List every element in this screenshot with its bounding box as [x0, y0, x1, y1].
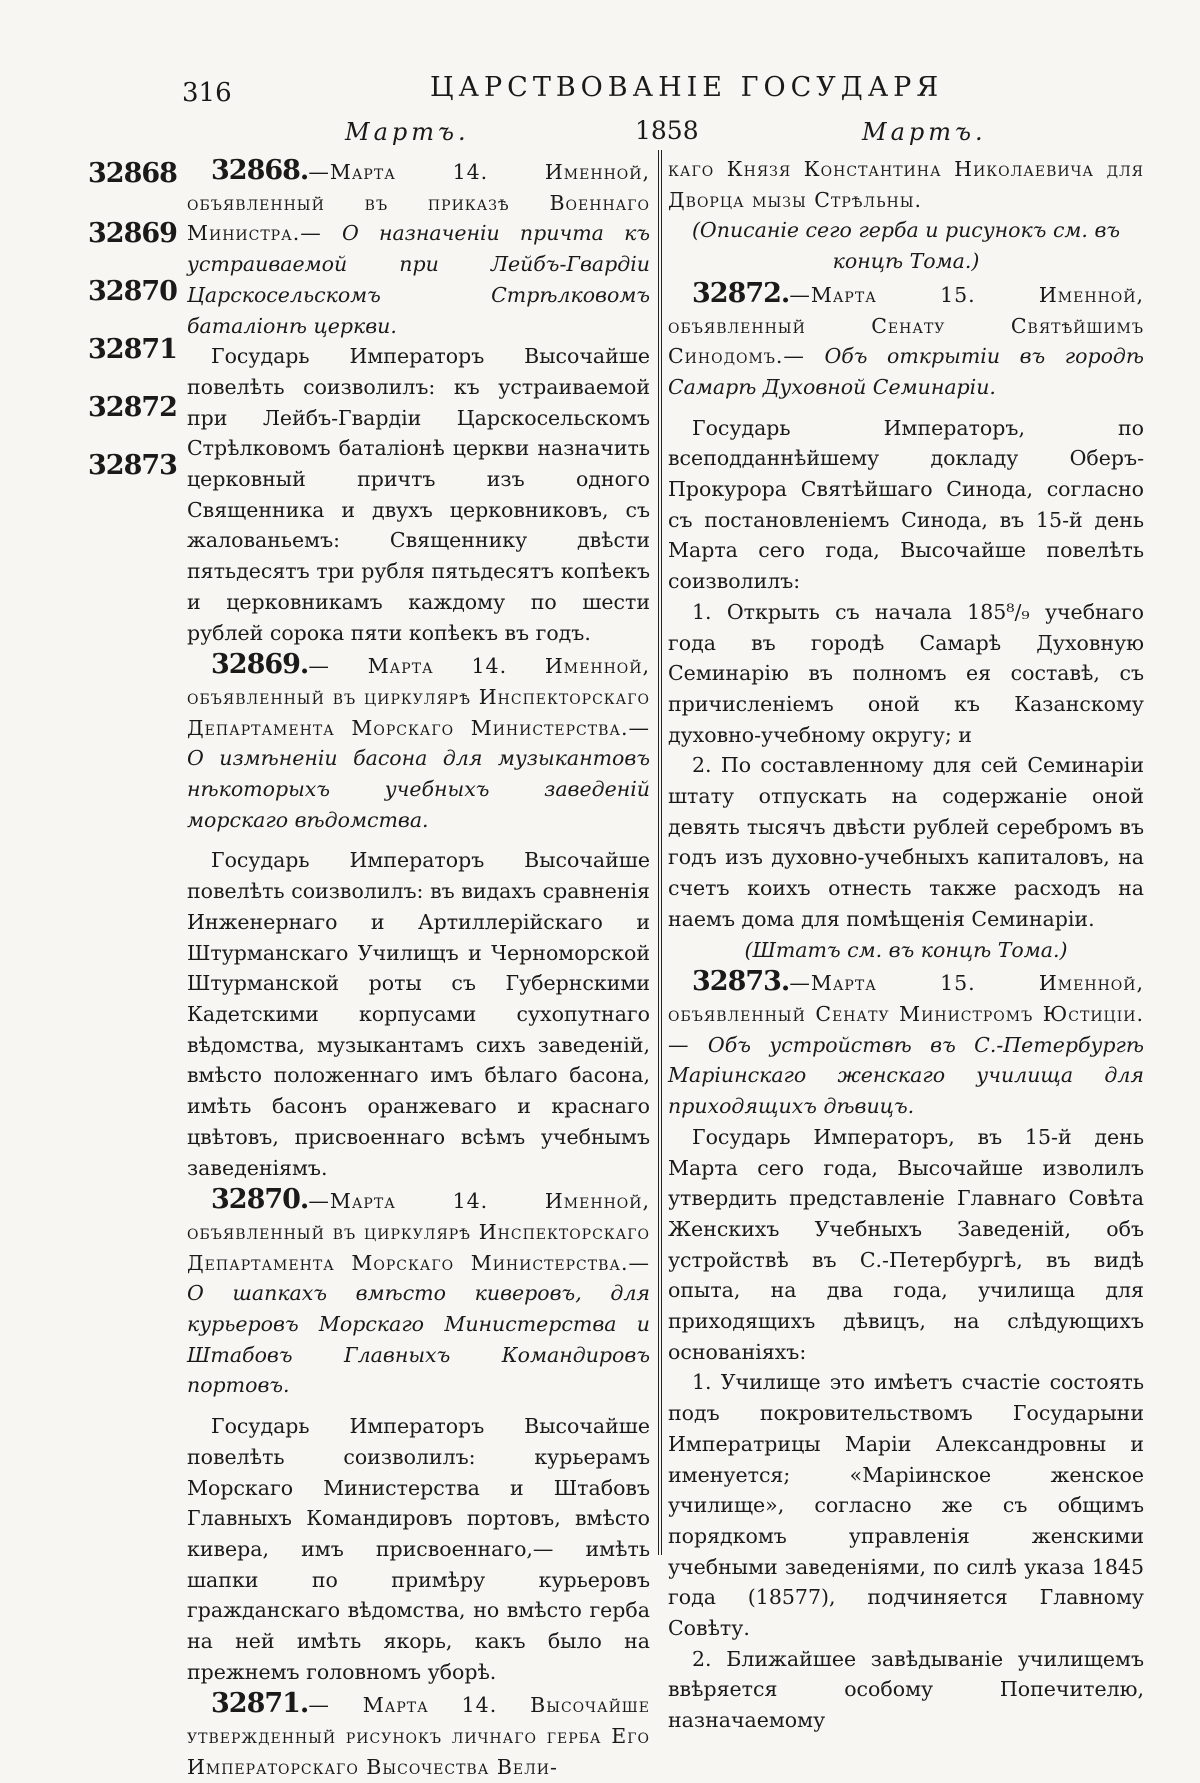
entry-number: 32871. — [211, 1688, 309, 1720]
margin-number: 32873 — [88, 450, 177, 481]
column-divider — [658, 150, 662, 1555]
entry-note: (Описаніе сего герба и рисунокъ см. въ концѣ Тома.) — [691, 218, 1121, 274]
entry-32872-heading — [668, 279, 1144, 403]
margin-number: 32872 — [88, 392, 177, 423]
entry-title: О шапкахъ вмѣсто киверовъ, для курьеровъ Морскаго Министерства и Штабовъ Главныхъ Командировъ портовъ. — [187, 1281, 650, 1398]
entry-title: Объ устройствѣ въ С.-Петербургѣ Маріинскаго женскаго училища для приходящихъ дѣвицъ. — [668, 1032, 1144, 1119]
entry-body: Государь Императоръ Высочайше повелѣть соизволилъ: въ видахъ сравненія Инженернаго и Артиллерійскаго и Штурманскаго Училищъ и Черноморской Штурманской роты съ Губернскими Кадетскими корпусами сухопутнаго вѣдомства, музыкантамъ сихъ заведеній, вмѣсто положеннаго имъ бѣлаго басона, имѣть басонъ оранжеваго и краснаго цвѣтовъ, присвоеннаго всѣмъ учебнымъ заведеніямъ. — [187, 848, 650, 1180]
margin-number: 32869 — [88, 218, 177, 249]
entry-body: Государь Императоръ Высочайше повелѣть соизволилъ: къ устраиваемой при Лейбъ-Гвардіи Царскосельскомъ Стрѣлковомъ баталіонѣ церкви назначить церковный причтъ изъ одного Священника и двухъ церковниковъ, съ жалованьемъ: Священнику двѣсти пятьдесятъ три рубля пятьдесятъ копѣекъ и церковникамъ каждому по шести рублей сорока пяти копѣекъ въ годъ. — [187, 344, 650, 645]
margin-number: 32870 — [88, 276, 177, 307]
entry-number: 32869. — [211, 649, 309, 681]
entry-header: — Марта 14. Именной, объявленный въ циркулярѣ Инспекторскаго Департамента Морскаго Министерства.— — [187, 654, 650, 740]
margin-number: 32868 — [88, 158, 177, 189]
left-column — [187, 154, 650, 1779]
page-number: 316 — [182, 78, 232, 108]
entry-number: 32873. — [692, 966, 790, 998]
entry-title: Объ открытіи въ городѣ Самарѣ Духовной Семинаріи. — [668, 344, 1144, 399]
entry-number: 32870. — [211, 1184, 309, 1216]
entry-note: (Штатъ см. въ концѣ Тома.) — [744, 937, 1068, 962]
right-column — [668, 154, 1144, 1733]
year: 1858 — [635, 116, 699, 145]
entry-item: 2. По составленному для сей Семинаріи штату отпускать на содержаніе оной девять тысячъ двѣсти рублей серебромъ въ годъ изъ духовно-учебныхъ капиталовъ, на счетъ коихъ отнесть также расходъ на наемъ дома для помѣщенія Семинаріи. — [668, 753, 1144, 931]
entry-32869-heading — [187, 650, 650, 835]
entry-header: —Марта 15. Именной, объявленный Сенату Святѣйшимъ Синодомъ.— — [668, 282, 1144, 369]
entry-item: 1. Училище это имѣетъ счастіе состоять подъ покровительствомъ Государыни Императрицы Маріи Александровны и именуется; «Маріинское женское училище», согласно же съ общимъ порядкомъ управленія женскими учебными заведеніями, по силѣ указа 1845 года (18577), подчиняется Главному Совѣту. — [668, 1370, 1144, 1641]
month-right: Мартъ. — [862, 118, 987, 146]
entry-continuation: каго Князя Константина Николаевича для Дворца мызы Стрѣльны. — [668, 157, 1144, 212]
running-title: ЦАРСТВОВАНІЕ ГОСУДАРЯ — [430, 72, 944, 103]
entry-body: Государь Императоръ, по всеподданнѣйшему докладу Оберъ-Прокурора Святѣйшаго Синода, согласно съ постановленіемъ Синода, въ 15-й день Марта сего года, Высочайше повелѣть соизволилъ: — [668, 415, 1144, 594]
entry-32873-heading — [668, 967, 1144, 1122]
month-left: Мартъ. — [345, 118, 470, 146]
entry-title: О измѣненіи басона для музыкантовъ нѣкоторыхъ учебныхъ заведеній морскаго вѣдомства. — [187, 746, 650, 832]
entry-header: —Марта 15. Именной, объявленный Сенату Министромъ Юстиціи.— — [668, 971, 1144, 1057]
entry-body: Государь Императоръ Высочайше повелѣть соизволилъ: курьерамъ Морскаго Министерства и Штабовъ Главныхъ Командировъ портовъ, вмѣсто кивера, имъ присвоеннаго,— имѣть шапки по примѣру курьеровъ гражданскаго вѣдомства, но вмѣсто герба на ней имѣть якорь, какъ было на прежнемъ головномъ уборѣ. — [187, 1414, 650, 1684]
entry-body: Государь Императоръ, въ 15-й день Марта сего года, Высочайше изволилъ утвердить представленіе Главнаго Совѣта Женскихъ Учебныхъ Заведеній, объ устройствѣ въ С.-Петербургѣ, въ видѣ опыта, на два года, училища для приходящихъ дѣвицъ, на слѣдующихъ основаніяхъ: — [668, 1124, 1144, 1364]
entry-title: О назначеніи причта къ устраиваемой при Лейбъ-Гвардіи Царскосельскомъ Стрѣлковомъ баталіонѣ церкви. — [187, 221, 650, 338]
entry-item: 1. Открыть съ начала 185⁸/₉ учебнаго года въ городѣ Самарѣ Духовную Семинарію въ полномъ ея составѣ, съ причисленіемъ оной къ Казанскому духовно-учебному округу; и — [668, 599, 1144, 747]
entry-header: —Марта 14. Именной, объявленный въ приказѣ Военнаго Министра.— — [187, 160, 650, 246]
entry-number: 32872. — [692, 277, 790, 309]
entry-header: —Марта 14. Именной, объявленный въ циркулярѣ Инспекторскаго Департамента Морскаго Министерства.— — [187, 1189, 650, 1275]
entry-32871-heading — [187, 1689, 650, 1782]
entry-number: 32868. — [211, 155, 309, 186]
margin-number: 32871 — [88, 334, 177, 365]
entry-header: — Марта 14. Высочайше утвержденный рисунокъ личнаго герба Его Императорскаго Высочества Вели- — [187, 1693, 650, 1779]
entry-32868-heading — [187, 156, 650, 341]
entry-32870-heading — [187, 1185, 650, 1401]
entry-item: 2. Ближайшее завѣдываніе училищемъ ввѣряется особому Попечителю, назначаемому — [668, 1646, 1144, 1733]
